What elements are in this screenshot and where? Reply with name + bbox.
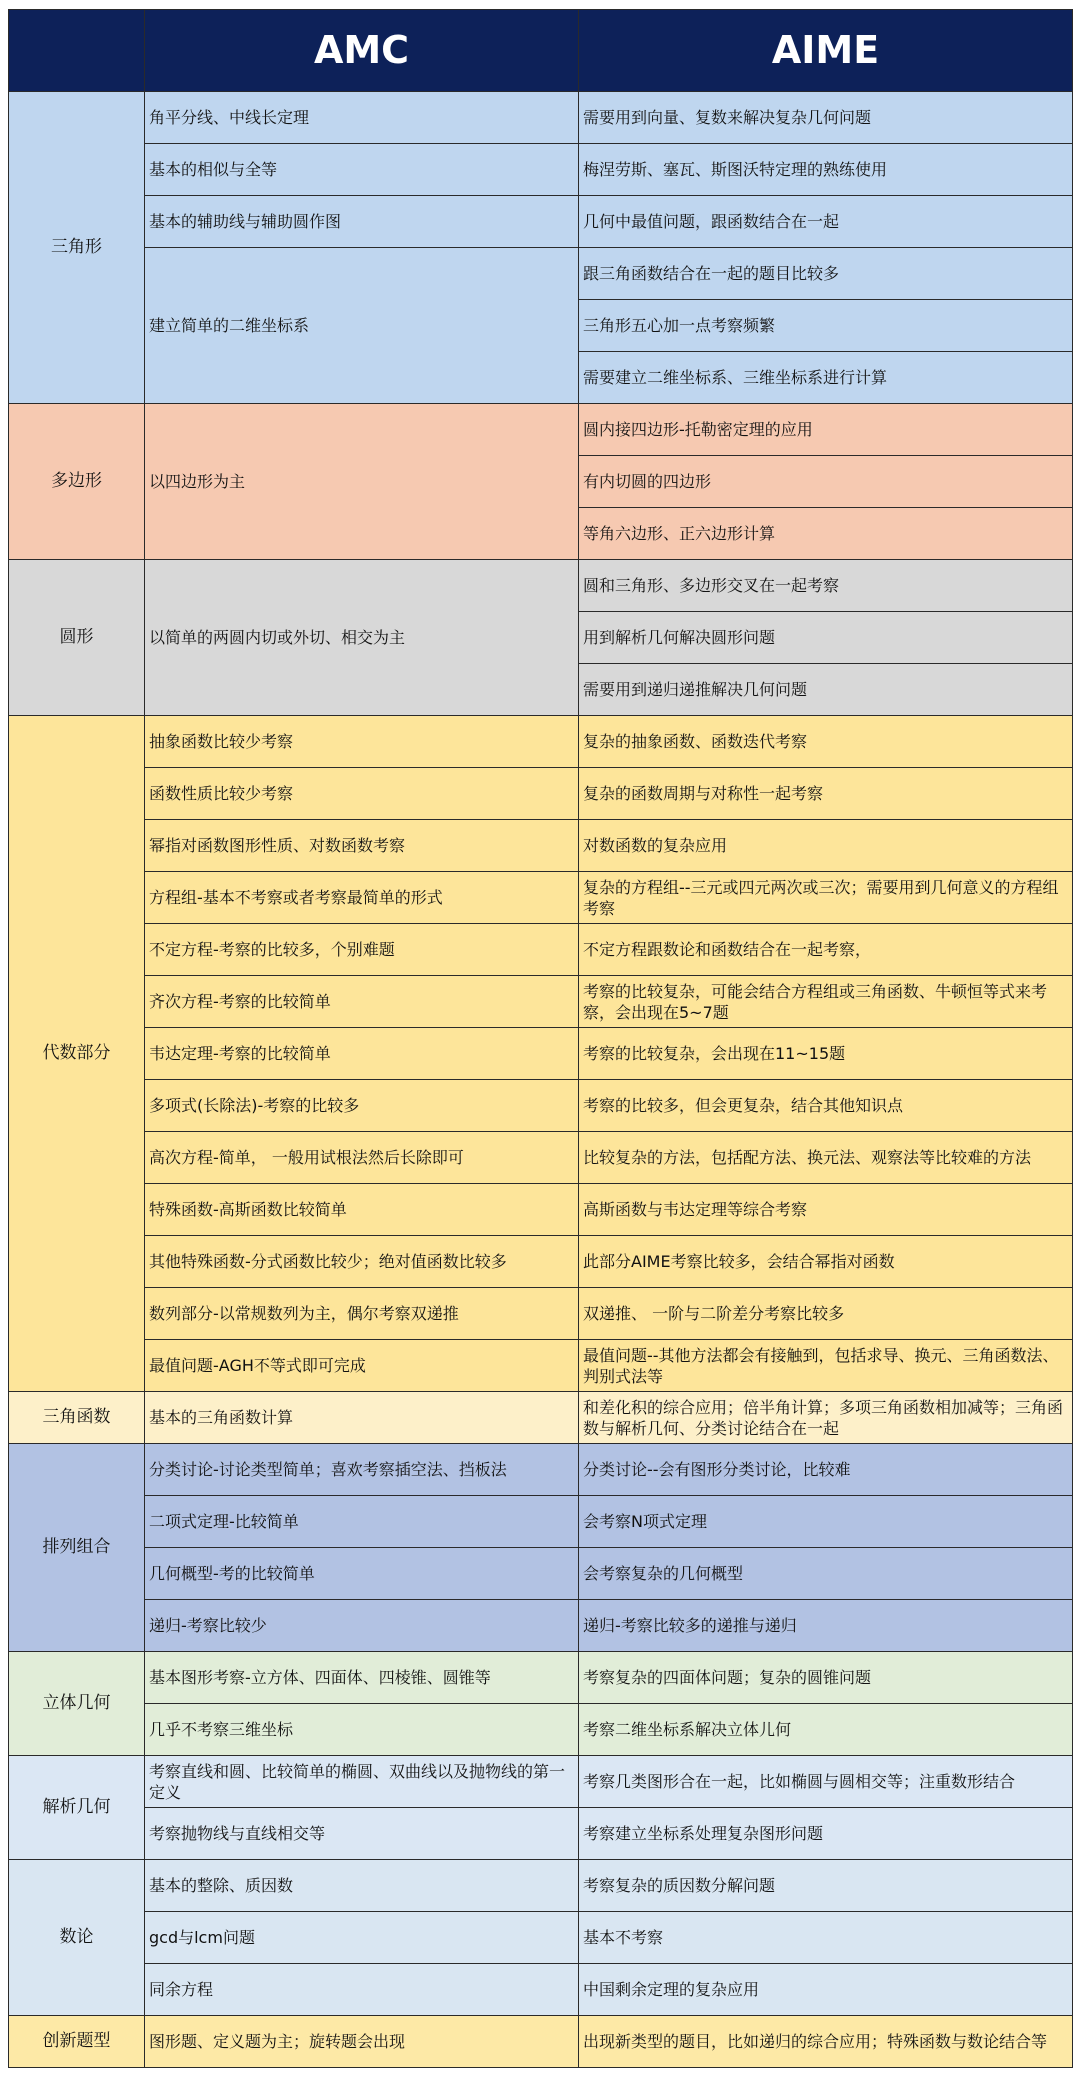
amc-cell: 方程组-基本不考察或者考察最简单的形式 — [145, 872, 579, 924]
header-blank — [9, 10, 145, 92]
amc-cell: 多项式(长除法)-考察的比较多 — [145, 1080, 579, 1132]
amc-cell: 以四边形为主 — [145, 404, 579, 560]
table-row — [9, 1132, 1073, 1184]
amc-cell: 特殊函数-高斯函数比较简单 — [145, 1184, 579, 1236]
table-row — [9, 1340, 1073, 1392]
aime-cell: 圆内接四边形-托勒密定理的应用 — [579, 404, 1073, 456]
aime-cell: 考察复杂的质因数分解问题 — [579, 1860, 1073, 1912]
aime-cell: 高斯函数与韦达定理等综合考察 — [579, 1184, 1073, 1236]
aime-cell: 三角形五心加一点考察频繁 — [579, 300, 1073, 352]
comparison-table-container — [8, 9, 1072, 2068]
amc-cell: 建立简单的二维坐标系 — [145, 248, 579, 404]
aime-cell: 和差化积的综合应用；倍半角计算；多项三角函数相加减等；三角函数与解析几何、分类讨论结合在一起 — [579, 1392, 1073, 1444]
amc-cell: 最值问题-AGH不等式即可完成 — [145, 1340, 579, 1392]
aime-cell: 分类讨论--会有图形分类讨论，比较难 — [579, 1444, 1073, 1496]
amc-cell: 其他特殊函数-分式函数比较少；绝对值函数比较多 — [145, 1236, 579, 1288]
aime-cell: 考察的比较复杂，可能会结合方程组或三角函数、牛顿恒等式来考察，会出现在5~7题 — [579, 976, 1073, 1028]
table-row — [9, 1184, 1073, 1236]
aime-cell: 中国剩余定理的复杂应用 — [579, 1964, 1073, 2016]
aime-cell: 考察复杂的四面体问题；复杂的圆锥问题 — [579, 1652, 1073, 1704]
table-row — [9, 1392, 1073, 1444]
aime-cell: 考察的比较复杂，会出现在11~15题 — [579, 1028, 1073, 1080]
category-cell: 圆形 — [9, 560, 145, 716]
aime-cell: 出现新类型的题目，比如递归的综合应用；特殊函数与数论结合等 — [579, 2016, 1073, 2068]
aime-cell: 有内切圆的四边形 — [579, 456, 1073, 508]
amc-cell: 高次方程-简单， 一般用试根法然后长除即可 — [145, 1132, 579, 1184]
aime-cell: 会考察复杂的几何概型 — [579, 1548, 1073, 1600]
table-row — [9, 1080, 1073, 1132]
category-cell: 立体几何 — [9, 1652, 145, 1756]
table-row — [9, 872, 1073, 924]
aime-cell: 比较复杂的方法，包括配方法、换元法、观察法等比较难的方法 — [579, 1132, 1073, 1184]
amc-cell: 几乎不考察三维坐标 — [145, 1704, 579, 1756]
aime-cell: 考察的比较多，但会更复杂，结合其他知识点 — [579, 1080, 1073, 1132]
amc-cell: 基本图形考察-立方体、四面体、四棱锥、圆锥等 — [145, 1652, 579, 1704]
amc-cell: 不定方程-考察的比较多，个别难题 — [145, 924, 579, 976]
category-cell: 数论 — [9, 1860, 145, 2016]
aime-cell: 需要用到递归递推解决几何问题 — [579, 664, 1073, 716]
header-amc: AMC — [145, 10, 579, 92]
amc-cell: 基本的整除、质因数 — [145, 1860, 579, 1912]
amc-cell: 分类讨论-讨论类型简单；喜欢考察插空法、挡板法 — [145, 1444, 579, 1496]
aime-cell: 递归-考察比较多的递推与递归 — [579, 1600, 1073, 1652]
aime-cell: 跟三角函数结合在一起的题目比较多 — [579, 248, 1073, 300]
table-row — [9, 92, 1073, 144]
amc-cell: 几何概型-考的比较简单 — [145, 1548, 579, 1600]
amc-cell: 角平分线、中线长定理 — [145, 92, 579, 144]
table-row — [9, 1912, 1073, 1964]
amc-cell: 以简单的两圆内切或外切、相交为主 — [145, 560, 579, 716]
aime-cell: 复杂的函数周期与对称性一起考察 — [579, 768, 1073, 820]
aime-cell: 基本不考察 — [579, 1912, 1073, 1964]
amc-cell: 基本的三角函数计算 — [145, 1392, 579, 1444]
aime-cell: 需要用到向量、复数来解决复杂几何问题 — [579, 92, 1073, 144]
amc-cell: 二项式定理-比较简单 — [145, 1496, 579, 1548]
amc-cell: gcd与lcm问题 — [145, 1912, 579, 1964]
amc-cell: 函数性质比较少考察 — [145, 768, 579, 820]
category-cell: 三角函数 — [9, 1392, 145, 1444]
category-cell: 三角形 — [9, 92, 145, 404]
aime-cell: 复杂的方程组--三元或四元两次或三次；需要用到几何意义的方程组考察 — [579, 872, 1073, 924]
aime-cell: 不定方程跟数论和函数结合在一起考察， — [579, 924, 1073, 976]
aime-cell: 考察建立坐标系处理复杂图形问题 — [579, 1808, 1073, 1860]
amc-cell: 抽象函数比较少考察 — [145, 716, 579, 768]
table-row — [9, 1600, 1073, 1652]
aime-cell: 此部分AIME考察比较多，会结合幂指对函数 — [579, 1236, 1073, 1288]
table-row — [9, 1860, 1073, 1912]
table-row — [9, 1652, 1073, 1704]
aime-cell: 等角六边形、正六边形计算 — [579, 508, 1073, 560]
amc-cell: 幂指对函数图形性质、对数函数考察 — [145, 820, 579, 872]
aime-cell: 用到解析几何解决圆形问题 — [579, 612, 1073, 664]
amc-cell: 韦达定理-考察的比较简单 — [145, 1028, 579, 1080]
table-row — [9, 1756, 1073, 1808]
table-row — [9, 976, 1073, 1028]
table-row — [9, 196, 1073, 248]
amc-cell: 递归-考察比较少 — [145, 1600, 579, 1652]
header-row — [9, 10, 1073, 92]
amc-cell: 基本的辅助线与辅助圆作图 — [145, 196, 579, 248]
table-row — [9, 1028, 1073, 1080]
amc-cell: 考察直线和圆、比较简单的椭圆、双曲线以及抛物线的第一定义 — [145, 1756, 579, 1808]
aime-cell: 几何中最值问题，跟函数结合在一起 — [579, 196, 1073, 248]
category-cell: 排列组合 — [9, 1444, 145, 1652]
table-row — [9, 1288, 1073, 1340]
table-row — [9, 924, 1073, 976]
aime-cell: 最值问题--其他方法都会有接触到，包括求导、换元、三角函数法、判别式法等 — [579, 1340, 1073, 1392]
table-row — [9, 1548, 1073, 1600]
table-row — [9, 144, 1073, 196]
table-row — [9, 1236, 1073, 1288]
amc-cell: 图形题、定义题为主；旋转题会出现 — [145, 2016, 579, 2068]
amc-cell: 数列部分-以常规数列为主，偶尔考察双递推 — [145, 1288, 579, 1340]
table-row — [9, 716, 1073, 768]
category-cell: 代数部分 — [9, 716, 145, 1392]
table-row — [9, 1444, 1073, 1496]
table-row — [9, 248, 1073, 300]
aime-cell: 梅涅劳斯、塞瓦、斯图沃特定理的熟练使用 — [579, 144, 1073, 196]
header-aime: AIME — [579, 10, 1073, 92]
aime-cell: 复杂的抽象函数、函数迭代考察 — [579, 716, 1073, 768]
table-row — [9, 2016, 1073, 2068]
table-row — [9, 820, 1073, 872]
category-cell: 创新题型 — [9, 2016, 145, 2068]
table-row — [9, 1704, 1073, 1756]
category-cell: 解析几何 — [9, 1756, 145, 1860]
aime-cell: 考察二维坐标系解决立体儿何 — [579, 1704, 1073, 1756]
amc-aime-comparison-table — [8, 9, 1073, 2068]
table-row — [9, 404, 1073, 456]
aime-cell: 会考察N项式定理 — [579, 1496, 1073, 1548]
aime-cell: 对数函数的复杂应用 — [579, 820, 1073, 872]
category-cell: 多边形 — [9, 404, 145, 560]
table-row — [9, 560, 1073, 612]
aime-cell: 需要建立二维坐标系、三维坐标系进行计算 — [579, 352, 1073, 404]
amc-cell: 齐次方程-考察的比较简单 — [145, 976, 579, 1028]
amc-cell: 基本的相似与全等 — [145, 144, 579, 196]
aime-cell: 双递推、 一阶与二阶差分考察比较多 — [579, 1288, 1073, 1340]
table-row — [9, 1964, 1073, 2016]
aime-cell: 圆和三角形、多边形交叉在一起考察 — [579, 560, 1073, 612]
table-row — [9, 768, 1073, 820]
table-row — [9, 1496, 1073, 1548]
table-row — [9, 1808, 1073, 1860]
amc-cell: 考察抛物线与直线相交等 — [145, 1808, 579, 1860]
amc-cell: 同余方程 — [145, 1964, 579, 2016]
aime-cell: 考察几类图形合在一起，比如椭圆与圆相交等；注重数形结合 — [579, 1756, 1073, 1808]
